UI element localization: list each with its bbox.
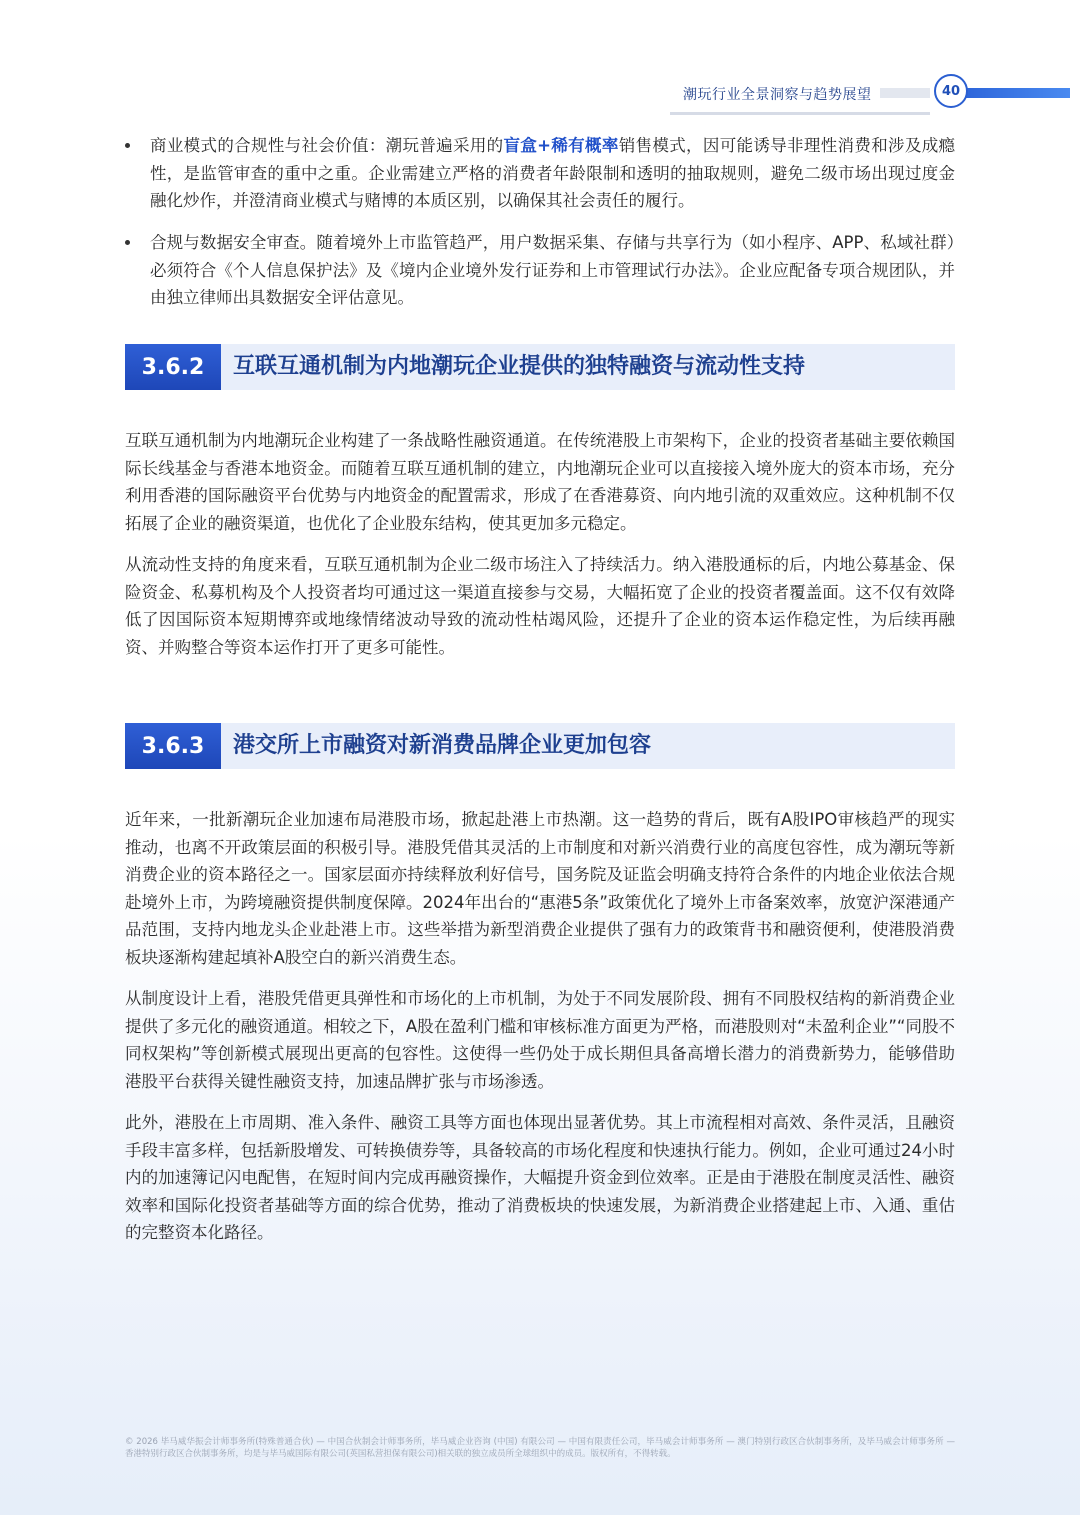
section-title: 港交所上市融资对新消费品牌企业更加包容: [233, 733, 652, 758]
page-header: [0, 70, 1080, 118]
bullet-text-suffix: 销售模式，因可能诱导非理性消费和涉及成瘾性，是监管审查的重中之重。企业需建立严格的消费者年龄限制和透明的抽取规则，避免二级市场出现过度金融化炒作，并澄清商业模式与赌博的本质区别，以确保其社会责任的履行。: [150, 136, 956, 210]
bullet-text-prefix: 商业模式的合规性与社会价值：潮玩普遍采用的: [150, 136, 504, 155]
section-title: 互联互通机制为内地潮玩企业提供的独特融资与流动性支持: [233, 354, 806, 379]
paragraph: 从流动性支持的角度来看，互联互通机制为企业二级市场注入了持续活力。纳入港股通标的后，内地公募基金、保险资金、私募机构及个人投资者均可通过这一渠道直接参与交易，大幅拓宽了企业的投资者覆盖面。这不仅有效降低了因国际资本短期博弈或地缘情绪波动导致的流动性枯竭风险，还提升了企业的资本运作稳定性，为后续再融资、并购整合等资本运作打开了更多可能性。: [125, 555, 955, 657]
bullet-text: 合规与数据安全审查。随着境外上市监管趋严，用户数据采集、存储与共享行为（如小程序、APP、私域社群）必须符合《个人信息保护法》及《境内企业境外发行证券和上市管理试行办法》。企业应配备专项合规团队，并由独立律师出具数据安全评估意见。: [150, 233, 955, 307]
report-title: 潮玩行业全景洞察与趋势展望: [683, 87, 872, 103]
bullet-dot-icon: [125, 240, 130, 245]
bullet-highlight: 盲盒+稀有概率: [503, 136, 619, 155]
section-heading-3-6-3: [125, 723, 955, 769]
section-number: 3.6.3: [125, 723, 221, 769]
header-bar-right: [958, 88, 1070, 98]
section-body-3-6-2: [125, 427, 955, 661]
section-body-3-6-3: [125, 806, 955, 1247]
bullet-item-data-security: [125, 229, 955, 312]
header-bar-left: [880, 88, 930, 98]
paragraph: 互联互通机制为内地潮玩企业构建了一条战略性融资通道。在传统港股上市架构下，企业的投资者基础主要依赖国际长线基金与香港本地资金。而随着互联互通机制的建立，内地潮玩企业可以直接接入境外庞大的资本市场，充分利用香港的国际融资平台优势与内地资金的配置需求，形成了在香港募资、向内地引流的双重效应。这种机制不仅拓展了企业的融资渠道，也优化了企业股东结构，使其更加多元稳定。: [125, 431, 955, 533]
paragraph: 此外，港股在上市周期、准入条件、融资工具等方面也体现出显著优势。其上市流程相对高效、条件灵活，且融资手段丰富多样，包括新股增发、可转换债券等，具备较高的市场化程度和快速执行能力。例如，企业可通过24小时内的加速簿记闪电配售，在短时间内完成再融资操作，大幅提升资金到位效率。正是由于港股在制度灵活性、融资效率和国际化投资者基础等方面的综合优势，推动了消费板块的快速发展，为新消费企业搭建起上市、入通、重估的完整资本化路径。: [125, 1113, 955, 1242]
section-heading-3-6-2: [125, 344, 955, 390]
bullet-text: [150, 132, 955, 215]
paragraph: 近年来，一批新潮玩企业加速布局港股市场，掀起赴港上市热潮。这一趋势的背后，既有A股IPO审核趋严的现实推动，也离不开政策层面的积极引导。港股凭借其灵活的上市制度和对新兴消费行业的高度包容性，成为潮玩等新消费企业的资本路径之一。国家层面亦持续释放利好信号，国务院及证监会明确支持符合条件的内地企业依法合规赴境外上市，为跨境融资提供制度保障。2024年出台的“惠港5条”政策优化了境外上市备案效率，放宽沪深港通产品范围，支持内地龙头企业赴港上市。这些举措为新型消费企业提供了强有力的政策背书和融资便利，使港股消费板块逐渐构建起填补A股空白的新兴消费生态。: [125, 810, 955, 967]
copyright-footer: © 2026 毕马威华振会计师事务所(特殊普通合伙) — 中国合伙制会计师事务所，毕马威企业咨询 (中国) 有限公司 — 中国有限责任公司，毕马威会计师事务所 — 澳门特别行政区合伙制事务所，及毕马威会计师事务所 — 香港特别行政区合伙制事务所，均是与毕马威国际有限公司(英国私营担保有限公司)相关联的独立成员所全球组织中的成员。版权所有，不得转载。: [125, 1437, 955, 1459]
bullet-dot-icon: [125, 143, 130, 148]
section-number: 3.6.2: [125, 344, 221, 390]
bullet-item-business-model: [125, 132, 955, 215]
header-divider: [670, 112, 930, 115]
paragraph: 从制度设计上看，港股凭借更具弹性和市场化的上市机制，为处于不同发展阶段、拥有不同股权结构的新消费企业提供了多元化的融资通道。相较之下，A股在盈利门槛和审核标准方面更为严格，而港股则对“未盈利企业”“同股不同权架构”等创新模式展现出更高的包容性。这使得一些仍处于成长期但具备高增长潜力的消费新势力，能够借助港股平台获得关键性融资支持，加速品牌扩张与市场渗透。: [125, 989, 955, 1091]
page-number: 40: [934, 74, 968, 108]
